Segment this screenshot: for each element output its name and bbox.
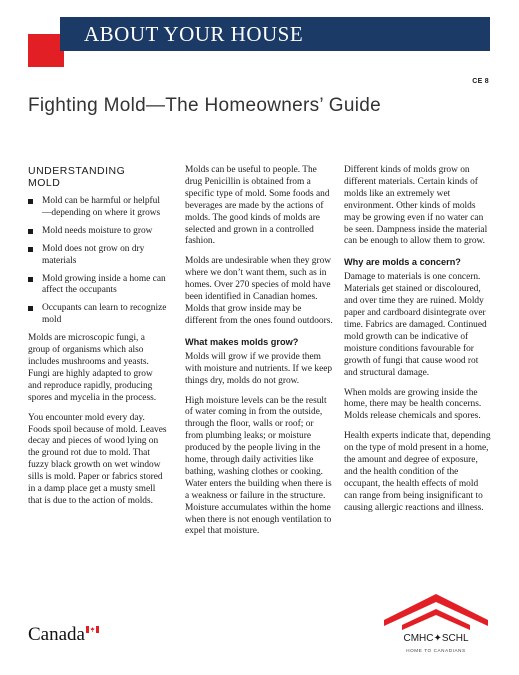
column-3 — [344, 165, 492, 523]
red-accent-square — [28, 34, 64, 67]
square-bullet-icon — [28, 306, 33, 311]
body-paragraph: When molds are growing inside the home, there may be health concerns. Molds release chemicals and spores. — [344, 387, 482, 422]
body-paragraph: You encounter mold every day. Foods spoil because of mold. Leaves decay and pieces of wood lying on the ground rot due to mold. That fuzzy black growth on wet window sills is mold. Paper or fabrics stored in a damp place get a musty smell that is due to the action of molds. — [28, 412, 167, 506]
column-2 — [185, 165, 333, 546]
header-banner — [60, 17, 490, 51]
square-bullet-icon — [28, 199, 33, 204]
cmhc-logo-text: CMHC✦SCHL — [403, 633, 469, 644]
list-item: Mold growing inside a home can affect the occupants — [28, 274, 168, 298]
square-bullet-icon — [28, 229, 33, 234]
body-paragraph: High moisture levels can be the result of water coming in from the outside, through the floor, walls or roof; or from plumbing leaks; or moisture produced by the people living in the home, through daily activities like bathing, washing clothes or cooking. Water enters the building when there is a weakness or failure in the structure. Moisture accumulates within the home when there is not enough ventilation to expel that moisture. — [185, 395, 332, 537]
canada-flag-icon — [86, 626, 99, 633]
document-code: CE 8 — [472, 78, 489, 85]
cmhc-roof-logo-icon — [384, 594, 488, 630]
cmhc-logo — [380, 588, 492, 660]
list-item: Mold does not grow on dry materials — [28, 244, 168, 268]
body-paragraph: Molds can be useful to people. The drug Penicillin is obtained from a specific type of mold. Some foods and beverages are made by the actions of molds. The good kinds of molds are selected and grown in a controlled fashion. — [185, 165, 330, 247]
body-paragraph: Molds will grow if we provide them with moisture and nutrients. If we keep things dry, molds do not grow. — [185, 351, 333, 386]
column-1 — [28, 165, 168, 516]
canada-wordmark: Canada — [28, 624, 85, 645]
list-item: Mold can be harmful or helpful —depending on where it grows — [28, 196, 168, 220]
body-paragraph: Different kinds of molds grow on different materials. Certain kinds of molds like an extremely wet environment. Other kinds of molds may be growing even if no water can be seen. Dampness inside the material can be enough to allow them to grow. — [344, 165, 488, 247]
body-paragraph: Molds are microscopic fungi, a group of organisms which also includes mushrooms and yeasts. Fungi are highly adapted to grow and reproduce rapidly, producing spores and mycelia in the process. — [28, 333, 157, 403]
square-bullet-icon — [28, 277, 33, 282]
cmhc-tagline: HOME TO CANADIANS — [406, 648, 466, 653]
body-paragraph: Molds are undesirable when they grow where we don’t want them, such as in homes. Over 270 species of mold have been identified in Canadian homes. Molds that grow inside may be different from the ones found outdoors. — [185, 256, 333, 326]
body-paragraph: Damage to materials is one concern. Materials get stained or discoloured, and over time they are ruined. Moldy paper and cardboard disintegrate over time. Fabrics are damaged. Continued mold growth can be indicative of moisture conditions favourable for growth of fungi that cause wood rot and structural damage. — [344, 272, 487, 378]
body-paragraph: Health experts indicate that, depending on the type of mold present in a home, the amount and degree of exposure, and the health condition of the occupant, the health effects of mold can range from being insignificant to causing allergic reactions and illness. — [344, 431, 491, 513]
section-title: UNDERSTANDING MOLD — [28, 165, 126, 189]
section-heading: Why are molds a concern? — [344, 257, 461, 268]
banner-title: ABOUT YOUR HOUSE — [84, 22, 304, 46]
list-item: Mold needs moisture to grow — [28, 226, 168, 238]
key-points-list — [28, 196, 168, 327]
section-heading: What makes molds grow? — [185, 336, 299, 347]
page-title: Fighting Mold—The Homeowners’ Guide — [28, 95, 382, 116]
list-item: Occupants can learn to recognize mold — [28, 303, 168, 327]
square-bullet-icon — [28, 247, 33, 252]
